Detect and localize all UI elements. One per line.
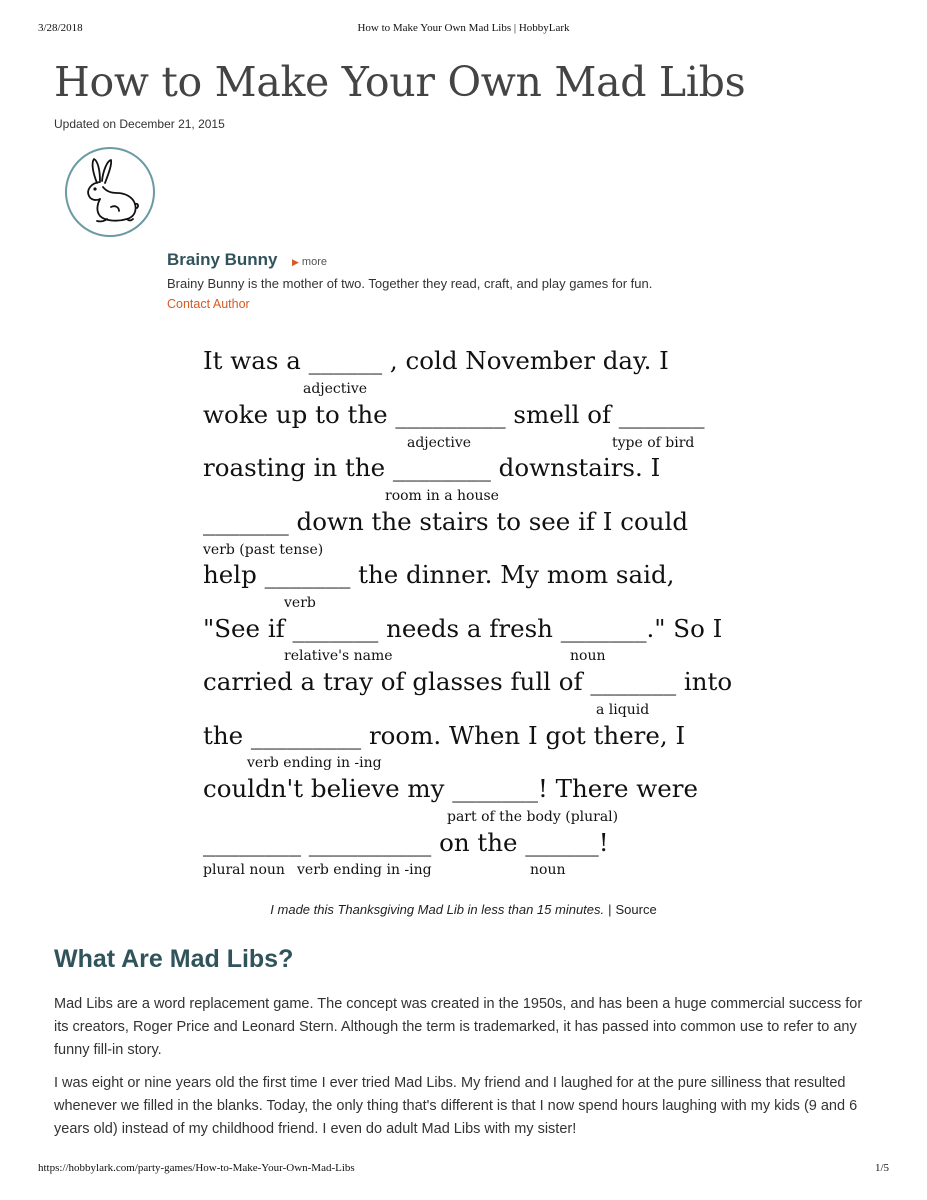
page-title: How to Make Your Own Mad Libs	[54, 58, 746, 106]
madlib-line: It was a ______ , cold November day. I	[203, 346, 669, 375]
madlib-label: verb ending in -ing	[297, 862, 432, 878]
updated-date: Updated on December 21, 2015	[54, 117, 225, 131]
madlib-label: type of bird	[612, 435, 695, 451]
author-name[interactable]: Brainy Bunny	[167, 250, 278, 269]
author-more-link[interactable]	[292, 256, 327, 268]
caption-text: I made this Thanksgiving Mad Lib in less than 15 minutes.	[270, 902, 605, 917]
madlib-line: help _______ the dinner. My mom said,	[203, 560, 675, 589]
author-avatar[interactable]	[65, 147, 155, 237]
author-bio: Brainy Bunny is the mother of two. Together they read, craft, and play games for fun.	[167, 276, 653, 291]
caret-right-icon: ▶	[292, 257, 299, 267]
print-header	[38, 22, 889, 38]
madlib-line: ________ __________ on the ______!	[203, 828, 609, 857]
madlib-label: noun	[530, 862, 566, 878]
madlib-line: "See if _______ needs a fresh _______." So I	[203, 614, 723, 643]
madlib-label: verb ending in -ing	[247, 755, 382, 771]
contact-author-link[interactable]: Contact Author	[167, 297, 250, 311]
print-footer	[38, 1162, 889, 1178]
madlib-line: woke up to the _________ smell of _______	[203, 400, 705, 429]
author-more-label: more	[301, 256, 327, 268]
madlib-label: verb (past tense)	[203, 542, 324, 558]
madlib-label: a liquid	[596, 702, 650, 718]
source-link[interactable]: Source	[615, 902, 657, 917]
madlib-label: plural noun	[203, 862, 285, 878]
madlib-label: part of the body (plural)	[447, 809, 619, 825]
print-page-number: 1/5	[874, 1162, 889, 1174]
madlib-label: adjective	[407, 435, 472, 451]
caption-separator: |	[608, 902, 612, 917]
madlib-line: couldn't believe my _______! There were	[203, 774, 698, 803]
rabbit-icon	[67, 149, 153, 235]
print-doc-title: How to Make Your Own Mad Libs | HobbyLark	[357, 22, 570, 34]
image-caption	[0, 902, 927, 917]
paragraph: Mad Libs are a word replacement game. The concept was created in the 1950s, and has been a huge commercial success for its creators, Roger Price and Leonard Stern. Although the term is trademarked, it has passed into common use to refer to any funny fill-in story.	[54, 996, 863, 1058]
madlib-line: the _________ room. When I got there, I	[203, 721, 686, 750]
madlib-line: _______ down the stairs to see if I could	[203, 507, 689, 536]
madlib-line: roasting in the ________ downstairs. I	[203, 453, 661, 482]
print-url: https://hobbylark.com/party-games/How-to-Make-Your-Own-Mad-Libs	[38, 1162, 355, 1174]
madlib-label: relative's name	[284, 648, 393, 664]
madlib-label: room in a house	[385, 488, 499, 504]
madlib-line: carried a tray of glasses full of _______ into	[203, 667, 733, 696]
madlib-label: verb	[284, 595, 316, 611]
madlib-label: adjective	[303, 381, 368, 397]
print-date: 3/28/2018	[38, 22, 83, 34]
madlib-label: noun	[570, 648, 606, 664]
paragraph: I was eight or nine years old the first time I ever tried Mad Libs. My friend and I laughed for at the pure silliness that resulted whenever we filled in the blanks. Today, the only thing that's different is that I now spend hours laughing with my kids (9 and 6 years old) instead of my childhood friend. I even do adult Mad Libs with my sister!	[54, 1075, 858, 1137]
section-heading: What Are Mad Libs?	[54, 945, 294, 973]
